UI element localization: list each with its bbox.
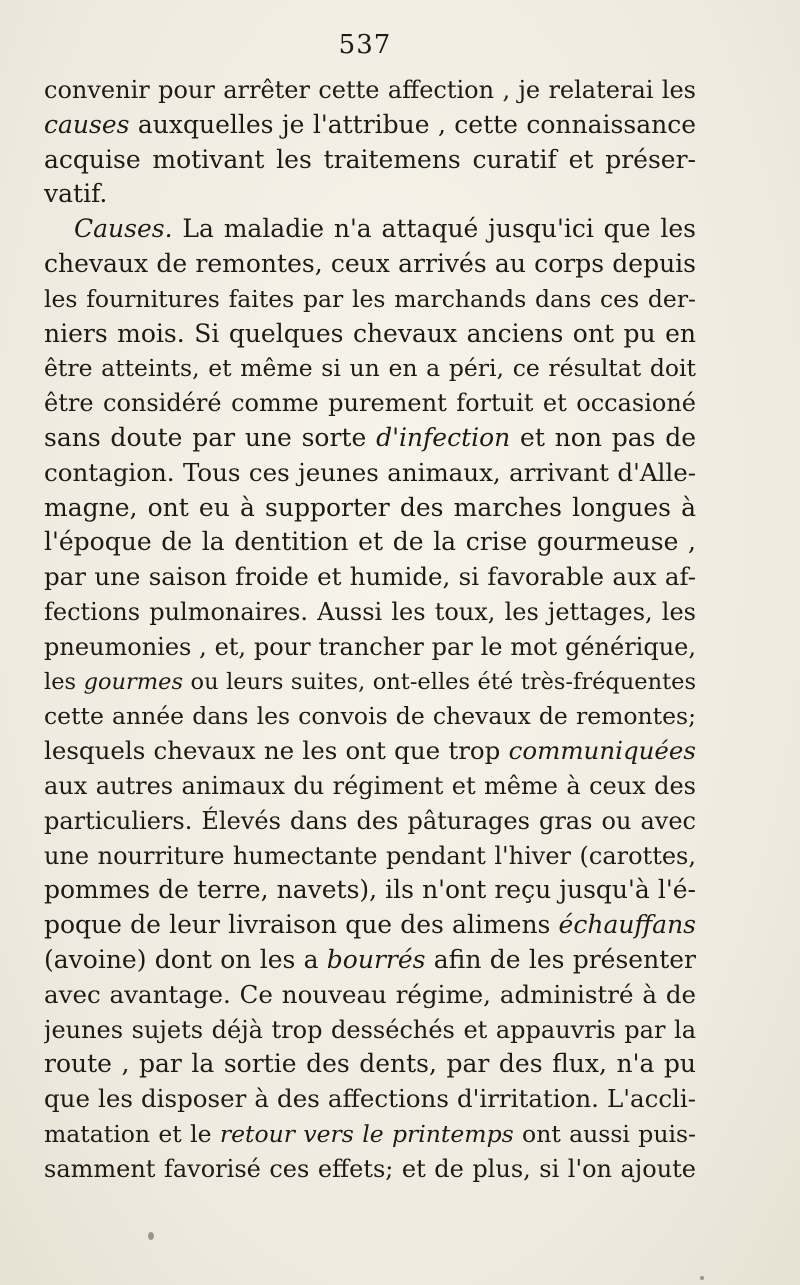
text-span: cette année dans les convois de chevaux de remontes; (44, 702, 696, 731)
text-line (44, 177, 696, 212)
text-span: avec avantage. Ce nouveau régime, administré à de (44, 979, 696, 1009)
text-span: pneumonies , et, pour trancher par le mot générique, (44, 632, 696, 661)
text-span: être considéré comme purement fortuit et occasioné (44, 389, 696, 418)
italic-span: communiquées (508, 736, 696, 766)
text-line (44, 491, 696, 526)
text-line (44, 143, 696, 178)
text-span: afin de les présenter (425, 944, 696, 974)
text-span: fections pulmonaires. Aussi les toux, les jettages, les (44, 597, 696, 626)
text-line (44, 351, 696, 386)
text-line (44, 665, 696, 700)
text-span: pommes de terre, navets), ils n'ont reçu jusqu'à l'é- (44, 875, 696, 905)
text-line (44, 212, 696, 247)
text-line (44, 386, 696, 421)
text-line (44, 630, 696, 665)
text-span: (avoine) dont on les a (44, 944, 327, 974)
body-text (44, 73, 696, 1187)
italic-span: gourmes (83, 668, 183, 695)
text-line (44, 699, 696, 734)
text-span: ont aussi puis- (513, 1119, 696, 1148)
text-line (44, 769, 696, 804)
text-span: et non pas de (510, 422, 696, 452)
text-line (44, 247, 696, 282)
text-line (44, 873, 696, 908)
text-line (44, 1013, 696, 1048)
italic-span: bourrés (326, 944, 426, 974)
text-line (44, 1152, 696, 1187)
text-line (44, 804, 696, 839)
italic-span: échauffans (558, 910, 696, 940)
text-line (44, 839, 696, 874)
text-span: les fournitures faites par les marchands dans ces der- (44, 284, 696, 313)
text-line (44, 317, 696, 352)
text-line (44, 908, 696, 943)
text-span: acquise motivant les traitemens curatif et préser- (44, 144, 696, 174)
text-line (44, 978, 696, 1013)
text-span: par une saison froide et humide, si favorable aux af- (44, 562, 696, 592)
text-line (44, 734, 696, 769)
text-span: l'époque de la dentition et de la crise gourmeuse , (44, 527, 696, 557)
text-line (44, 73, 696, 108)
text-span: les (44, 668, 84, 695)
text-span: chevaux de remontes, ceux arrivés au corps depuis (44, 248, 696, 278)
page-number: 537 (338, 30, 392, 60)
text-line (44, 108, 696, 143)
text-span: La maladie n'a attaqué jusqu'ici que les (172, 214, 696, 244)
text-span: particuliers. Élevés dans des pâturages gras ou avec (44, 806, 696, 835)
text-span: une nourriture humectante pendant l'hiver (carottes, (44, 841, 696, 870)
text-span: samment favorisé ces effets; et de plus, si l'on ajoute (44, 1154, 696, 1183)
ink-speck (700, 1276, 704, 1280)
text-span: vatif. (44, 179, 108, 209)
text-line (44, 560, 696, 595)
text-span: poque de leur livraison que des alimens (44, 910, 559, 940)
text-line (44, 421, 696, 456)
text-span: convenir pour arrêter cette affection , je relaterai les (44, 76, 696, 104)
text-span: magne, ont eu à supporter des marches longues à (44, 492, 696, 522)
text-span: jeunes sujets déjà trop desséchés et appauvris par la (44, 1015, 696, 1044)
ink-speck (148, 1232, 154, 1240)
text-line (44, 282, 696, 317)
text-span: que les disposer à des affections d'irritation. L'accli- (44, 1084, 696, 1114)
text-line (44, 943, 696, 978)
text-span: niers mois. Si quelques chevaux anciens ont pu en (44, 318, 696, 348)
text-span: auxquelles je l'attribue , cette connaissance (129, 109, 696, 139)
text-span: contagion. Tous ces jeunes animaux, arrivant d'Alle- (44, 457, 696, 487)
text-line (44, 1117, 696, 1152)
text-span: sans doute par une sorte (44, 422, 377, 452)
text-span: aux autres animaux du régiment et même à ceux des (44, 771, 696, 800)
text-line (44, 1082, 696, 1117)
italic-span: causes (44, 109, 130, 139)
italic-span: retour vers le printemps (219, 1119, 514, 1148)
italic-span: Causes. (74, 214, 173, 244)
text-span: route , par la sortie des dents, par des flux, n'a pu (44, 1049, 696, 1079)
text-line (44, 1047, 696, 1082)
text-line (44, 595, 696, 630)
text-line (44, 456, 696, 491)
text-line (44, 525, 696, 560)
text-span: être atteints, et même si un en a péri, ce résultat doit (44, 354, 696, 383)
italic-span: d'infection (376, 422, 511, 452)
text-span: matation et le (44, 1119, 220, 1148)
text-span: lesquels chevaux ne les ont que trop (44, 736, 509, 766)
text-span: ou leurs suites, ont-elles été très-fréquentes (183, 668, 696, 695)
